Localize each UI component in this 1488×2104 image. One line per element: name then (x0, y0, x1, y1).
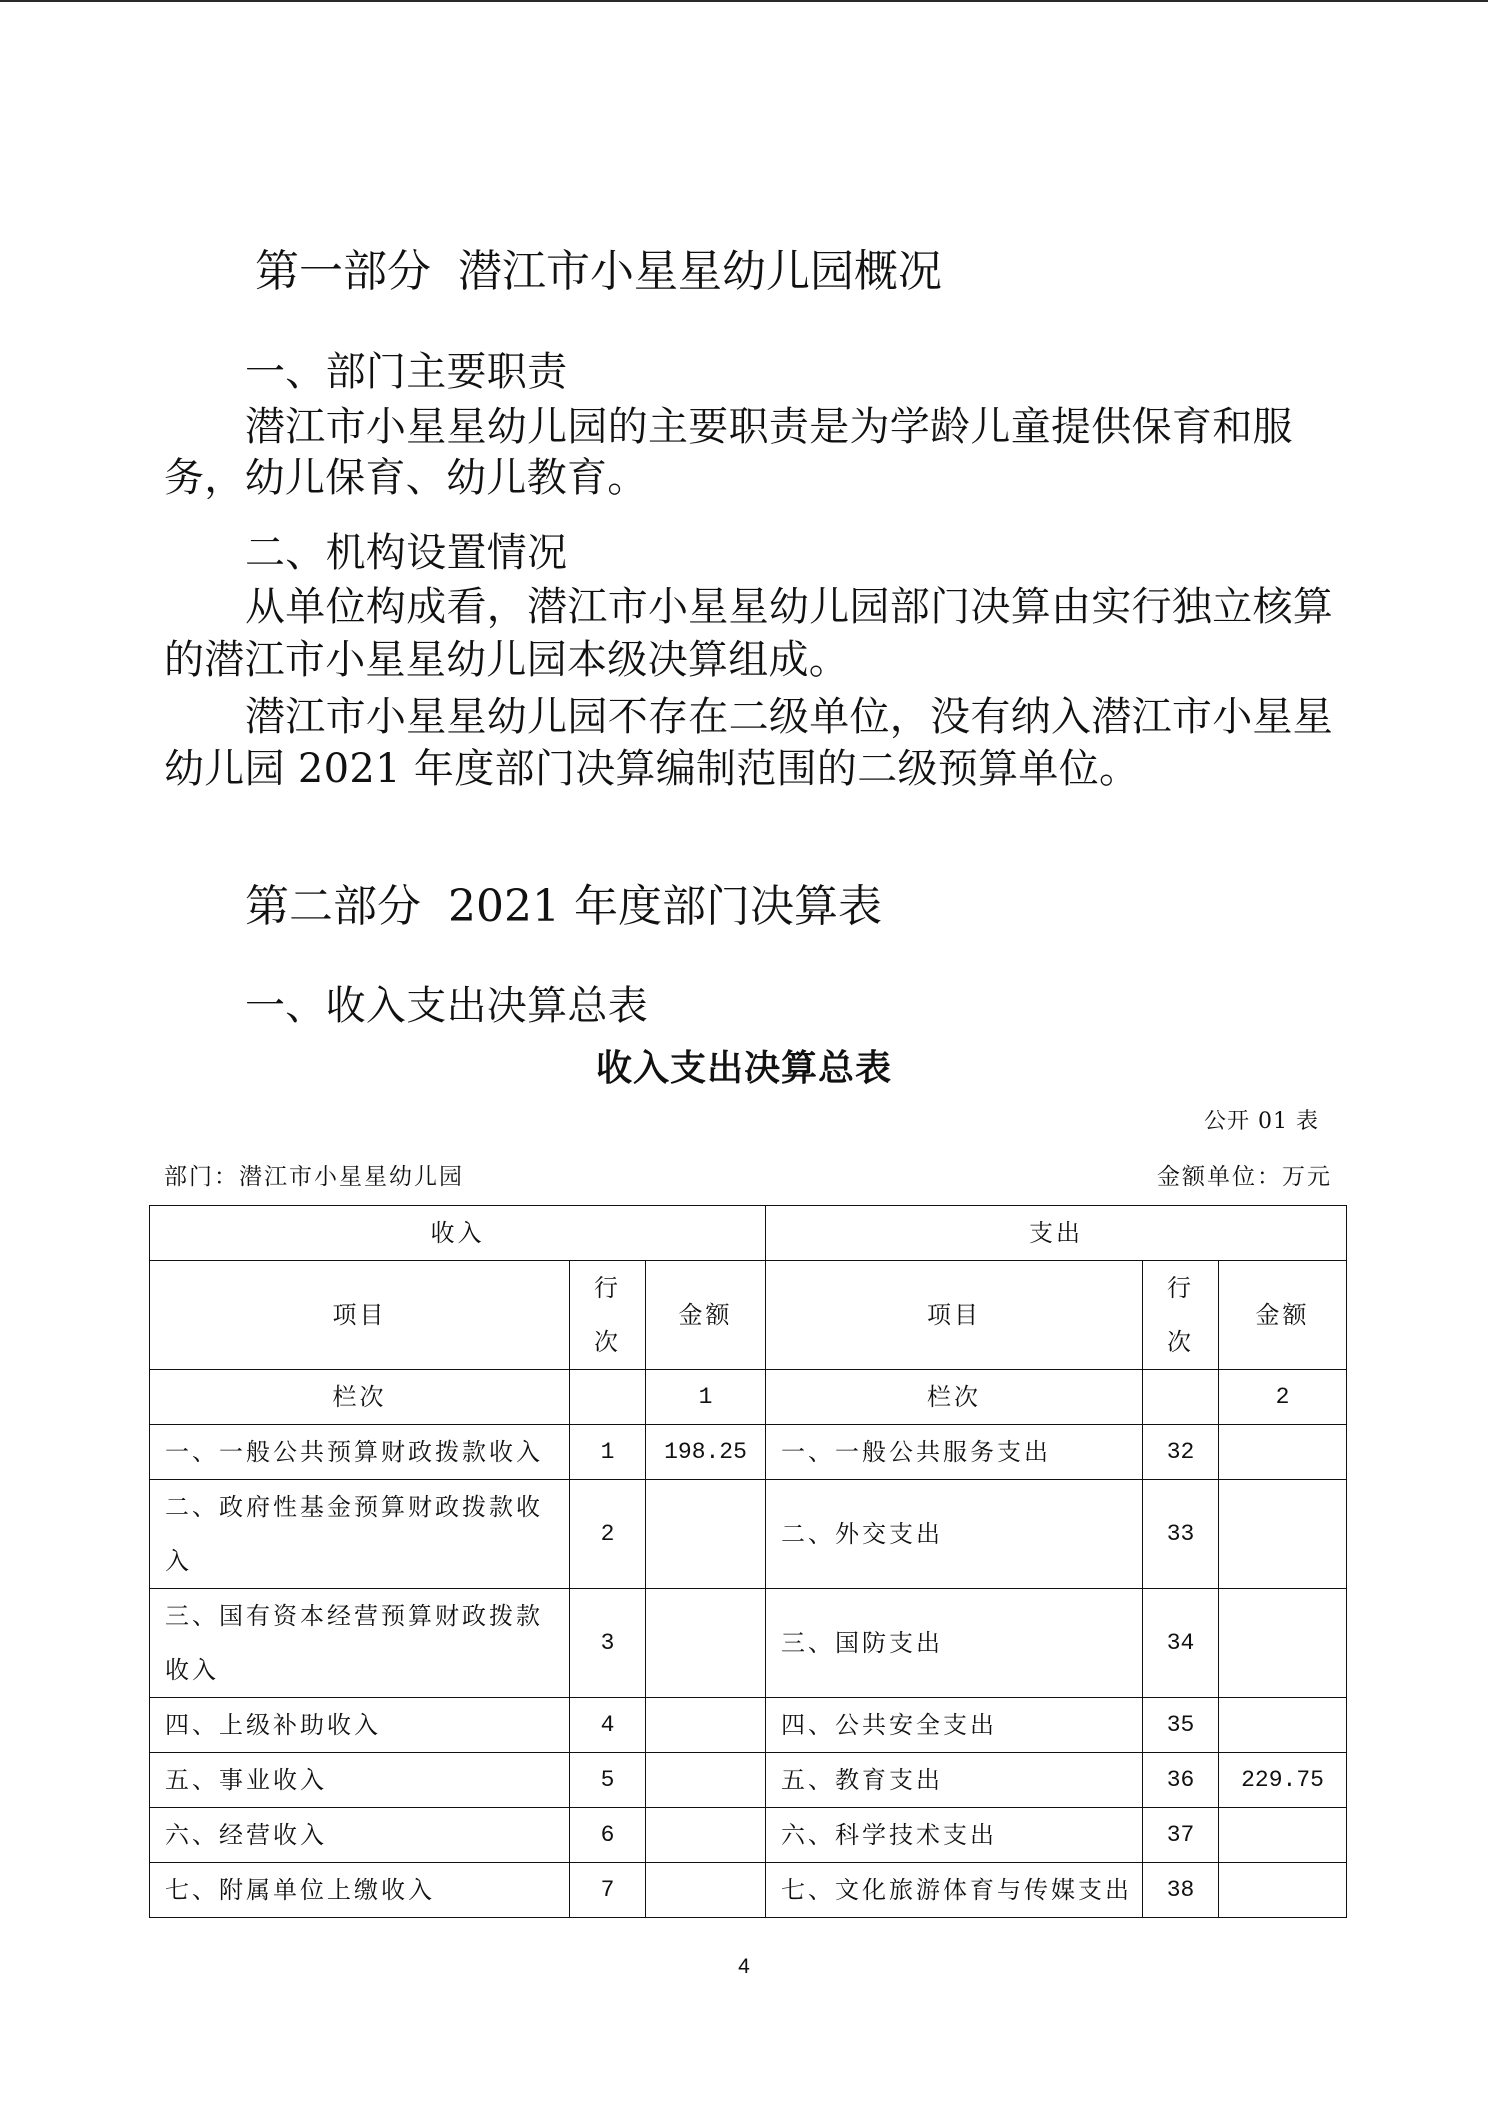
paragraph-line: 务，幼儿保育、幼儿教育。 (164, 455, 648, 501)
expense-amount-cell (1219, 1808, 1347, 1863)
income-line-no-cell: 2 (570, 1480, 646, 1589)
column-header-item: 项目 (766, 1261, 1143, 1370)
income-item-line: 五、事业收入 (165, 1766, 327, 1794)
table-header-row (150, 1206, 1347, 1261)
income-item-cell (150, 1589, 570, 1698)
paragraph-line: 的潜江市小星星幼儿园本级决算组成。 (164, 637, 850, 683)
expense-amount-cell (1219, 1698, 1347, 1753)
expense-line-no-cell: 36 (1143, 1753, 1219, 1808)
income-line-no-cell: 7 (570, 1863, 646, 1918)
income-expense-table (149, 1205, 1347, 1918)
column-index-income: 1 (646, 1370, 766, 1425)
expense-line-no-cell: 34 (1143, 1589, 1219, 1698)
section-1-title: 潜江市小星星幼儿园概况 (458, 246, 942, 297)
income-line-no-cell: 4 (570, 1698, 646, 1753)
table-title: 收入支出决算总表 (595, 1048, 892, 1089)
expense-line-no-cell: 35 (1143, 1698, 1219, 1753)
section-2-heading (245, 879, 882, 935)
table-header-expense: 支出 (766, 1206, 1347, 1261)
expense-item-cell: 六、科学技术支出 (766, 1808, 1143, 1863)
table-row (150, 1480, 1347, 1589)
section-2-title: 2021 年度部门决算表 (448, 881, 882, 932)
page-top-border (0, 0, 1488, 2)
page-number: 4 (738, 1955, 750, 1978)
income-amount-cell (646, 1863, 766, 1918)
income-item-cell (150, 1425, 570, 1480)
income-item-cell (150, 1753, 570, 1808)
subsection-heading-duties: 一、部门主要职责 (245, 349, 568, 395)
section-1-part-label: 第一部分 (255, 246, 431, 297)
income-item-line: 入 (165, 1547, 192, 1575)
column-header-line-no (570, 1261, 646, 1370)
column-index-label: 栏次 (150, 1370, 570, 1425)
paragraph-line: 从单位构成看，潜江市小星星幼儿园部门决算由实行独立核算 (245, 584, 1334, 630)
department-label: 部门：潜江市小星星幼儿园 (164, 1164, 464, 1190)
amount-unit-label: 金额单位：万元 (1157, 1164, 1332, 1190)
income-item-cell (150, 1808, 570, 1863)
expense-amount-cell (1219, 1425, 1347, 1480)
income-amount-cell (646, 1480, 766, 1589)
income-amount-cell (646, 1698, 766, 1753)
column-index-blank (1143, 1370, 1219, 1425)
column-header-line-no (1143, 1261, 1219, 1370)
column-index-blank (570, 1370, 646, 1425)
income-amount-cell (646, 1589, 766, 1698)
income-item-line: 七、附属单位上缴收入 (165, 1876, 435, 1904)
subsection-heading-organization: 二、机构设置情况 (245, 530, 568, 576)
paragraph-line: 潜江市小星星幼儿园的主要职责是为学龄儿童提供保育和服 (245, 404, 1293, 450)
table-row (150, 1753, 1347, 1808)
column-header-row (150, 1261, 1347, 1370)
table-row (150, 1863, 1347, 1918)
form-number: 公开 01 表 (1204, 1109, 1319, 1134)
income-item-line: 一、一般公共预算财政拨款收入 (165, 1438, 543, 1466)
income-item-cell (150, 1698, 570, 1753)
paragraph-line: 潜江市小星星幼儿园不存在二级单位，没有纳入潜江市小星星 (245, 694, 1334, 740)
expense-amount-cell (1219, 1863, 1347, 1918)
income-line-no-cell: 3 (570, 1589, 646, 1698)
table-row (150, 1425, 1347, 1480)
income-item-line: 二、政府性基金预算财政拨款收 (165, 1493, 543, 1521)
income-item-line: 四、上级补助收入 (165, 1711, 381, 1739)
table-row (150, 1808, 1347, 1863)
column-header-line-no-label: 行次 (594, 1274, 621, 1356)
income-item-line: 三、国有资本经营预算财政拨款 (165, 1602, 543, 1630)
expense-item-cell: 五、教育支出 (766, 1753, 1143, 1808)
column-header-line-no-label: 行次 (1167, 1274, 1195, 1356)
column-index-expense: 2 (1219, 1370, 1347, 1425)
expense-amount-cell (1219, 1589, 1347, 1698)
income-item-cell (150, 1863, 570, 1918)
income-amount-cell: 198.25 (646, 1425, 766, 1480)
table-header-income: 收入 (150, 1206, 766, 1261)
income-item-line: 六、经营收入 (165, 1821, 327, 1849)
expense-item-cell: 一、一般公共服务支出 (766, 1425, 1143, 1480)
income-line-no-cell: 6 (570, 1808, 646, 1863)
income-item-line: 收入 (165, 1656, 219, 1684)
expense-item-cell: 二、外交支出 (766, 1480, 1143, 1589)
expense-item-cell: 三、国防支出 (766, 1589, 1143, 1698)
table-row (150, 1698, 1347, 1753)
column-header-item: 项目 (150, 1261, 570, 1370)
expense-line-no-cell: 32 (1143, 1425, 1219, 1480)
expense-line-no-cell: 37 (1143, 1808, 1219, 1863)
expense-line-no-cell: 38 (1143, 1863, 1219, 1918)
column-header-amount: 金额 (1219, 1261, 1347, 1370)
expense-item-cell: 七、文化旅游体育与传媒支出 (766, 1863, 1143, 1918)
table-row (150, 1589, 1347, 1698)
income-item-cell (150, 1480, 570, 1589)
income-amount-cell (646, 1808, 766, 1863)
column-index-label: 栏次 (766, 1370, 1143, 1425)
column-header-amount: 金额 (646, 1261, 766, 1370)
section-1-heading (255, 244, 942, 300)
expense-item-cell: 四、公共安全支出 (766, 1698, 1143, 1753)
subsection-heading-summary-table: 一、收入支出决算总表 (245, 983, 648, 1029)
section-2-part-label: 第二部分 (245, 881, 421, 932)
paragraph-line: 幼儿园 2021 年度部门决算编制范围的二级预算单位。 (164, 746, 1140, 792)
income-amount-cell (646, 1753, 766, 1808)
income-line-no-cell: 5 (570, 1753, 646, 1808)
income-line-no-cell: 1 (570, 1425, 646, 1480)
expense-line-no-cell: 33 (1143, 1480, 1219, 1589)
column-index-row (150, 1370, 1347, 1425)
expense-amount-cell: 229.75 (1219, 1753, 1347, 1808)
expense-amount-cell (1219, 1480, 1347, 1589)
